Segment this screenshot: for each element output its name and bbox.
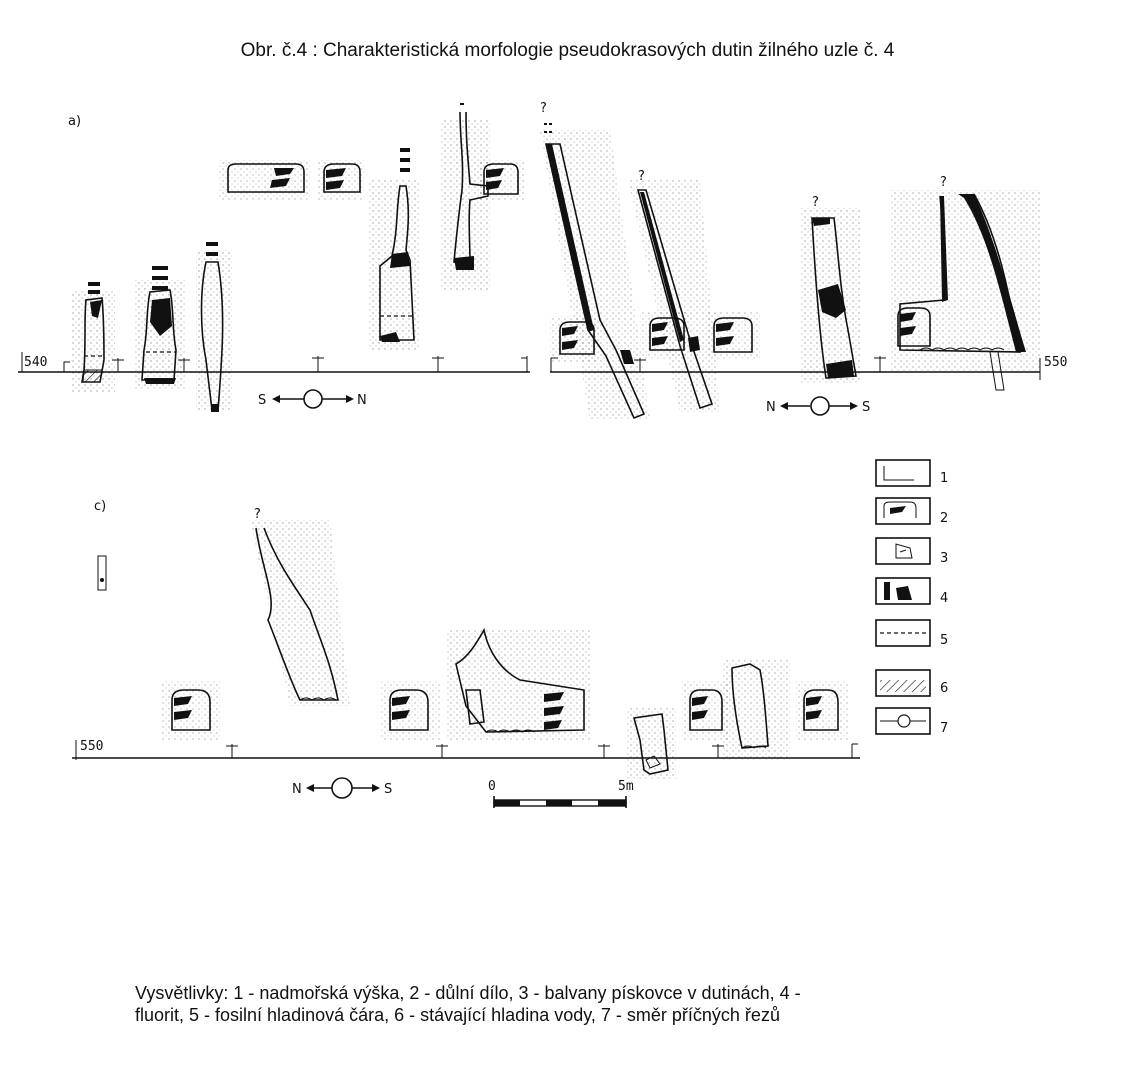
scale-bar bbox=[488, 779, 634, 808]
legend bbox=[876, 460, 948, 736]
cavity-a8 bbox=[800, 195, 860, 384]
svg-text:S: S bbox=[862, 400, 871, 415]
direction-indicator-sn bbox=[258, 390, 367, 408]
elevation-label-550-c: 550 bbox=[80, 739, 104, 754]
svg-text:N: N bbox=[357, 393, 367, 408]
legend-item-2 bbox=[876, 498, 948, 526]
svg-text:S: S bbox=[258, 393, 267, 408]
svg-text:?: ? bbox=[940, 175, 947, 190]
cavity-a1 bbox=[72, 284, 115, 392]
mine-gallery-a-left bbox=[550, 316, 600, 362]
cavity-a9 bbox=[890, 175, 1040, 390]
svg-text:2: 2 bbox=[940, 511, 949, 526]
direction-indicator-ns-c bbox=[292, 778, 392, 798]
cavity-a5 bbox=[440, 104, 490, 290]
svg-text:1: 1 bbox=[940, 471, 949, 486]
legend-item-4 bbox=[876, 578, 948, 606]
svg-text:S: S bbox=[384, 782, 393, 797]
svg-text:3: 3 bbox=[940, 551, 949, 566]
elevation-label-550-a: 550 bbox=[1044, 355, 1068, 370]
legend-item-3 bbox=[876, 538, 948, 566]
legend-explanation-line-1: Vysvětlivky: 1 - nadmořská výška, 2 - důlní dílo, 3 - balvany pískovce v dutinách, 4 - bbox=[135, 983, 801, 1003]
elevation-label-540: 540 bbox=[24, 355, 48, 370]
figure-title: Obr. č.4 : Charakteristická morfologie pseudokrasových dutin žilného uzle č. 4 bbox=[240, 40, 895, 61]
legend-item-5 bbox=[876, 620, 948, 648]
cavity-c4 bbox=[722, 660, 790, 760]
svg-text:4: 4 bbox=[940, 591, 949, 606]
legend-explanation-line-2: fluorit, 5 - fosilní hladinová čára, 6 - stávající hladina vody, 7 - směr příčných řezů bbox=[135, 1005, 780, 1025]
svg-text:5m: 5m bbox=[618, 779, 634, 794]
mine-markers-a bbox=[64, 356, 527, 372]
svg-text:N: N bbox=[766, 400, 776, 415]
legend-item-7 bbox=[876, 708, 948, 736]
svg-text:?: ? bbox=[638, 169, 645, 184]
cavity-c1 bbox=[250, 507, 350, 706]
legend-item-6 bbox=[876, 670, 948, 696]
legend-item-1 bbox=[876, 460, 948, 486]
svg-text:7: 7 bbox=[940, 721, 949, 736]
svg-text:6: 6 bbox=[940, 681, 949, 696]
svg-text:?: ? bbox=[254, 507, 261, 522]
svg-text:?: ? bbox=[812, 195, 819, 210]
cavity-c3 bbox=[626, 708, 676, 780]
svg-text:N: N bbox=[292, 782, 302, 797]
svg-text:0: 0 bbox=[488, 779, 496, 794]
svg-text:5: 5 bbox=[940, 633, 949, 648]
direction-indicator-ns-a bbox=[766, 397, 870, 415]
panel-a-label: a) bbox=[68, 114, 82, 129]
cavity-c2 bbox=[446, 630, 590, 740]
panel-c-label: c) bbox=[94, 499, 107, 514]
small-boulder-c bbox=[98, 556, 106, 590]
legend-explanation bbox=[135, 982, 1035, 1026]
cavity-a4 bbox=[368, 150, 420, 350]
cavity-a2 bbox=[135, 268, 185, 390]
cavity-a3 bbox=[196, 244, 232, 412]
svg-text:?: ? bbox=[540, 101, 547, 116]
